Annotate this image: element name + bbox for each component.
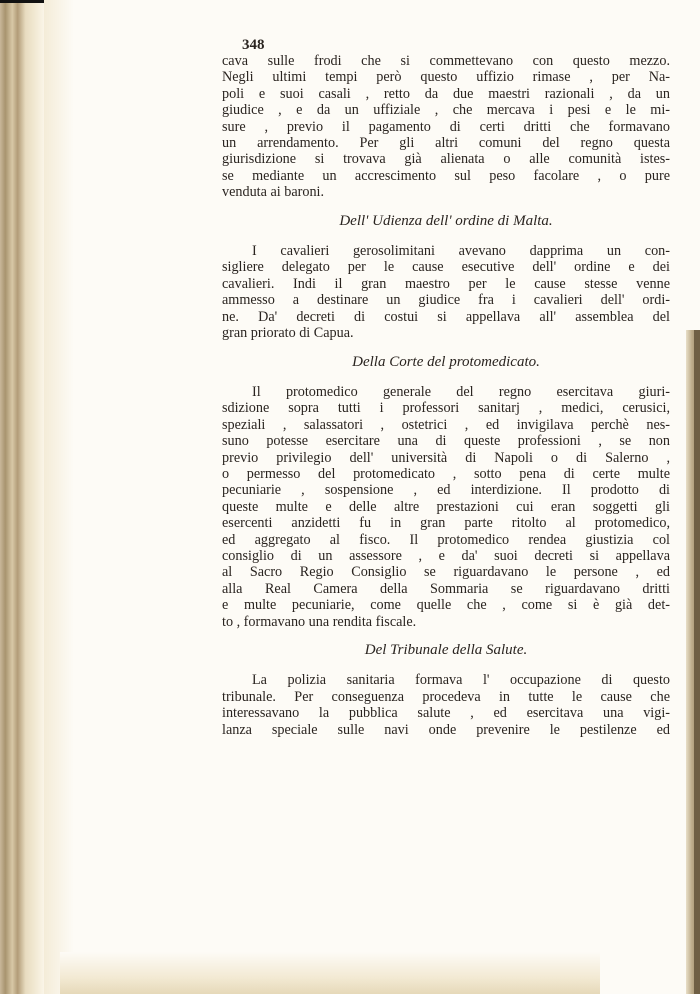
- text-line: gran priorato di Capua.: [222, 325, 354, 342]
- text-line: previo privilegio dell' università di Napoli o di Salerno ,: [222, 449, 670, 466]
- next-page-edge-dark: [694, 330, 700, 994]
- text-line: sigliere delegato per le cause esecutive dell' ordine e dei: [222, 259, 670, 276]
- text-line: tribunale. Per conseguenza procedeva in tutte le cause che: [222, 688, 670, 705]
- text-line: giurisdizione si trovava già alienata o alle comunità istes-: [222, 151, 670, 168]
- text-line: La polizia sanitaria formava l' occupazione di questo: [252, 672, 670, 689]
- text-line: pecuniarie , sospensione , ed interdizione. Il prodotto di: [222, 482, 670, 499]
- text-line: speziali , salassatori , ostetrici , ed invigilava perchè nes-: [222, 416, 670, 433]
- paragraph-intro: [222, 53, 670, 201]
- text-line: ammesso a destinare un giudice fra i cavalieri dell' ordi-: [222, 292, 670, 309]
- paragraph-malta: [222, 243, 670, 341]
- text-line: poli e suoi casali , retto da due maestri razionali , da un: [222, 85, 670, 102]
- paragraph-salute: [222, 672, 670, 738]
- section-heading-salute: Del Tribunale della Salute.: [364, 642, 528, 658]
- gutter-shadow: [44, 0, 74, 994]
- text-line: un arrendamento. Per gli altri comuni del regno questa: [222, 135, 670, 152]
- text-line: to , formavano una rendita fiscale.: [222, 613, 417, 630]
- page-number: 348: [242, 37, 265, 53]
- book-spine: [0, 0, 44, 994]
- page-bottom-shadow: [60, 952, 600, 994]
- book-page: [222, 38, 670, 738]
- text-line: giudice , e da un uffiziale , che mercava i pesi e le mi-: [222, 102, 670, 119]
- text-line: venduta ai baroni.: [222, 184, 325, 201]
- text-line: e multe pecuniarie, come quelle che , come si è già det-: [222, 597, 670, 614]
- text-line: Il protomedico generale del regno esercitava giuri-: [252, 383, 670, 400]
- text-line: queste multe e delle altre prestazioni cui eran soggetti gli: [222, 498, 670, 515]
- text-line: I cavalieri gerosolimitani avevano dapprima un con-: [252, 243, 670, 260]
- text-line: consiglio di un assessore , e da' suoi decreti si appellava: [222, 547, 670, 564]
- text-line: sdizione sopra tutti i professori sanitarj , medici, cerusici,: [222, 400, 670, 417]
- text-line: alla Real Camera della Sommaria se riguardavano dritti: [222, 580, 670, 597]
- text-line: sure , previo il pagamento di certi dritti che formavano: [222, 118, 670, 135]
- text-line: cavalieri. Indi il gran maestro per le cause stesse venne: [222, 275, 670, 292]
- section-heading-protomedicato: Della Corte del protomedicato.: [352, 353, 540, 370]
- paragraph-protomedicato: [222, 384, 670, 630]
- section-heading-malta: Dell' Udienza dell' ordine di Malta.: [339, 212, 553, 229]
- text-line: esercenti anzidetti fu in gran parte ritolto al protomedico,: [222, 515, 670, 532]
- text-line: ed aggregato al fisco. Il protomedico rendea giustizia col: [222, 531, 670, 548]
- text-line: se mediante un accrescimento sul peso facolare , o pure: [222, 167, 670, 184]
- text-line: lanza speciale sulle navi onde prevenire le pestilenze ed: [222, 721, 670, 738]
- text-line: interessavano la pubblica salute , ed esercitava una vigi-: [222, 705, 670, 722]
- text-line: ne. Da' decreti di costui si appellava all' assemblea del: [222, 308, 670, 325]
- text-line: suno potesse esercitare una di queste professioni , se non: [222, 433, 670, 450]
- text-line: Negli ultimi tempi però questo uffizio rimase , per Na-: [222, 69, 670, 86]
- text-line: cava sulle frodi che si commettevano con questo mezzo.: [222, 53, 670, 69]
- text-line: al Sacro Regio Consiglio se riguardavano le persone , ed: [222, 564, 670, 581]
- text-line: o permesso del protomedicato , sotto pena di certe multe: [222, 465, 670, 482]
